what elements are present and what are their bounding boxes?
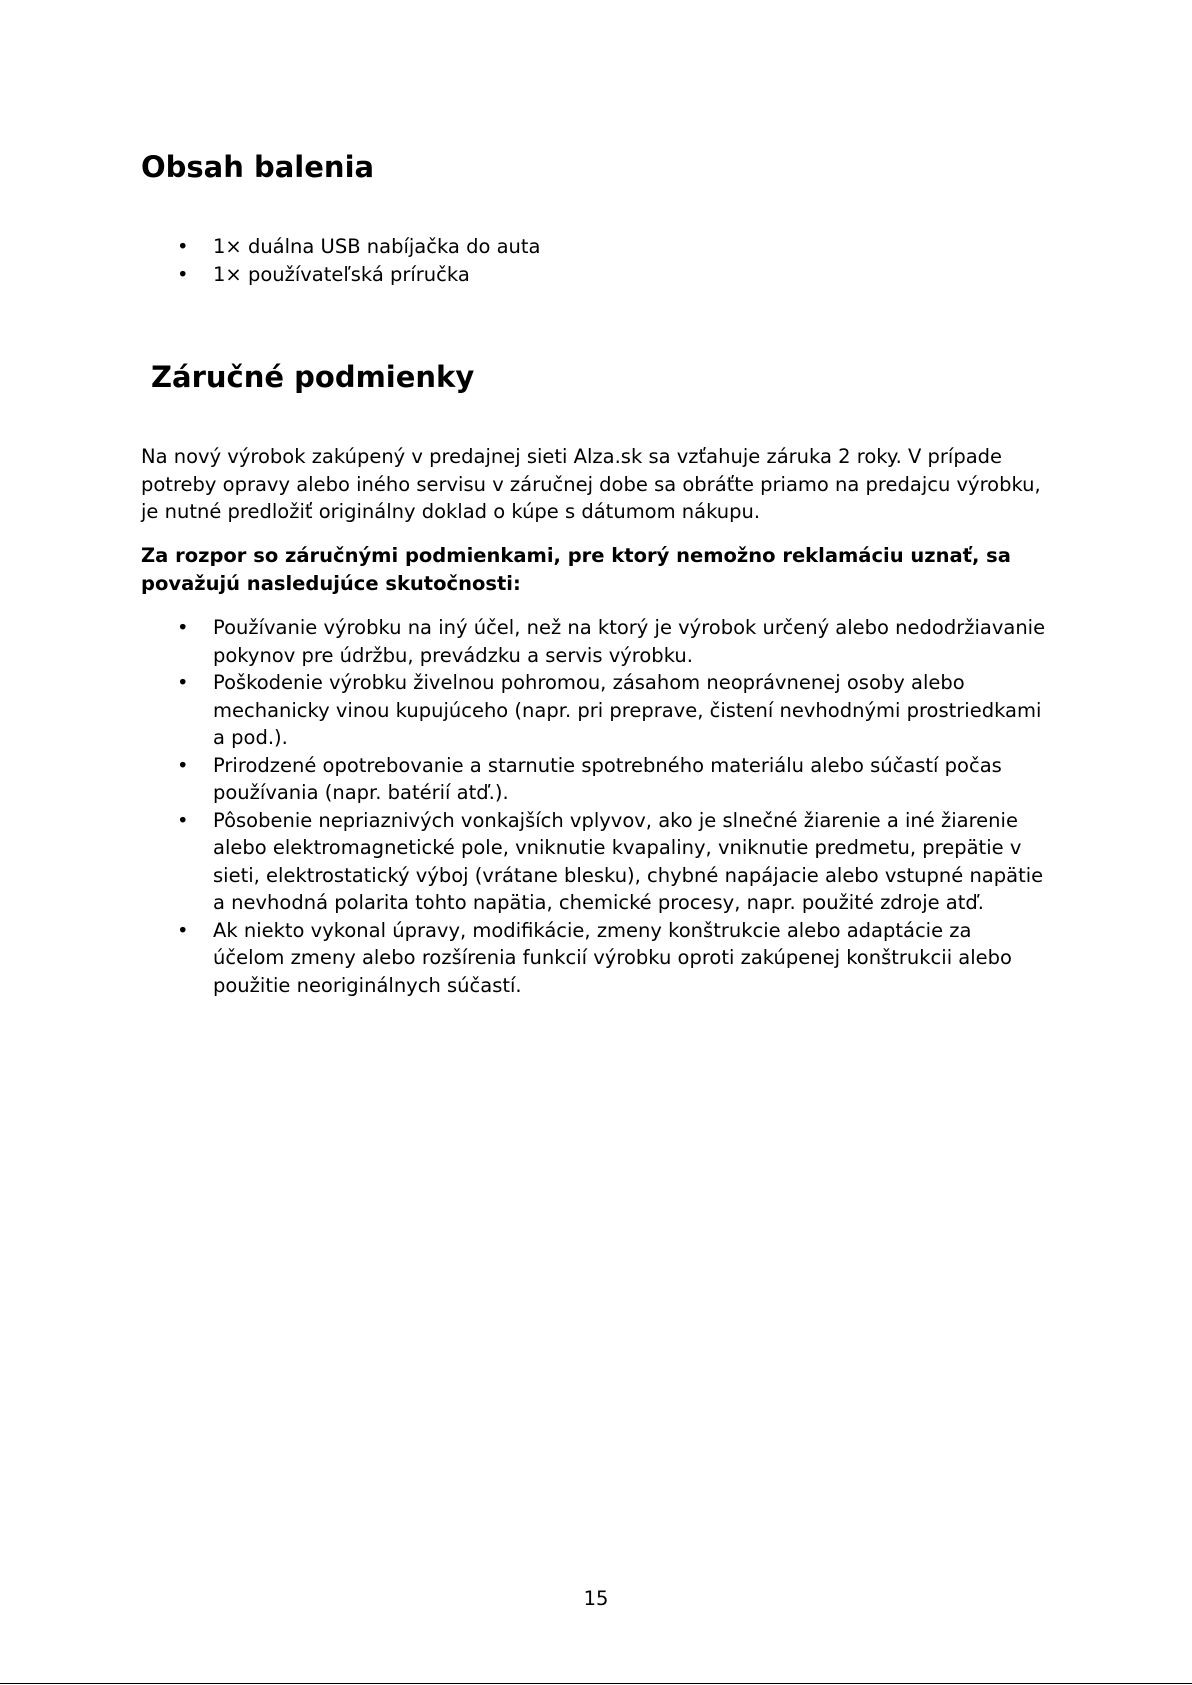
list-item [141,807,1046,917]
warranty-intro-paragraph: Na nový výrobok zakúpený v predajnej sieti Alza.sk sa vzťahuje záruka 2 roky. V prípade potreby opravy alebo iného servisu v záručnej dobe sa obráťte priamo na predajcu výrobku, je nutné predložiť originálny doklad o kúpe s dátumom nákupu. [141,445,1041,523]
list-item-text: Ak niekto vykonal úpravy, modifikácie, zmeny konštrukcie alebo adaptácie za účelom zmeny alebo rozšírenia funkcií výrobku oproti zakúpenej konštrukcii alebo použitie neoriginálnych súčastí. [213,918,1012,997]
bullet-icon: • [177,262,189,286]
list-item-text: Pôsobenie nepriaznivých vonkajších vplyvov, ako je slnečné žiarenie a iné žiarenie alebo elektromagnetické pole, vniknutie kvapaliny, vniknutie predmetu, prepätie v sieti, elektrostatický výboj (vrátane blesku), chybné napájacie alebo vstupné napätie a nevhodná polarita tohto napätia, chemické procesy, napr. použité zdroje atď. [213,808,1044,914]
list-item [141,917,1046,1000]
list-item-text: Používanie výrobku na iný účel, než na ktorý je výrobok určený alebo nedodržiavanie pokynov pre údržbu, prevádzku a servis výrobku. [213,616,1046,667]
list-item-text: Prirodzené opotrebovanie a starnutie spotrebného materiálu alebo súčastí počas používania (napr. batérií atď.). [213,753,1002,804]
warranty-conditions-list [141,614,1046,999]
bullet-icon: • [177,753,189,777]
list-item [141,669,1046,752]
warranty-heading: Záručné podmienky [151,360,475,394]
list-item [141,614,1046,669]
bullet-icon: • [177,235,189,258]
page-number: 15 [583,1587,609,1610]
list-item-text: 1× používateľská príručka [213,262,470,286]
list-item-text: 1× duálna USB nabíjačka do auta [213,235,541,258]
bullet-icon: • [177,671,189,694]
list-item [141,752,1046,807]
list-item [141,261,1041,289]
list-item-text: Poškodenie výrobku živelnou pohromou, zásahom neoprávnenej osoby alebo mechanicky vinou kupujúceho (napr. pri preprave, čistení nevhodnými prostriedkami a pod.). [213,671,1042,749]
bullet-icon: • [177,808,189,832]
warranty-conditions-heading: Za rozpor so záručnými podmienkami, pre ktorý nemožno reklamáciu uznať, sa považujú nasledujúce skutočnosti: [141,544,1011,595]
package-contents-heading: Obsah balenia [141,150,375,184]
list-item [141,233,1041,261]
package-contents-list [141,233,1041,288]
bullet-icon: • [177,918,189,942]
bullet-icon: • [177,616,189,639]
bottom-divider [0,1683,1192,1684]
